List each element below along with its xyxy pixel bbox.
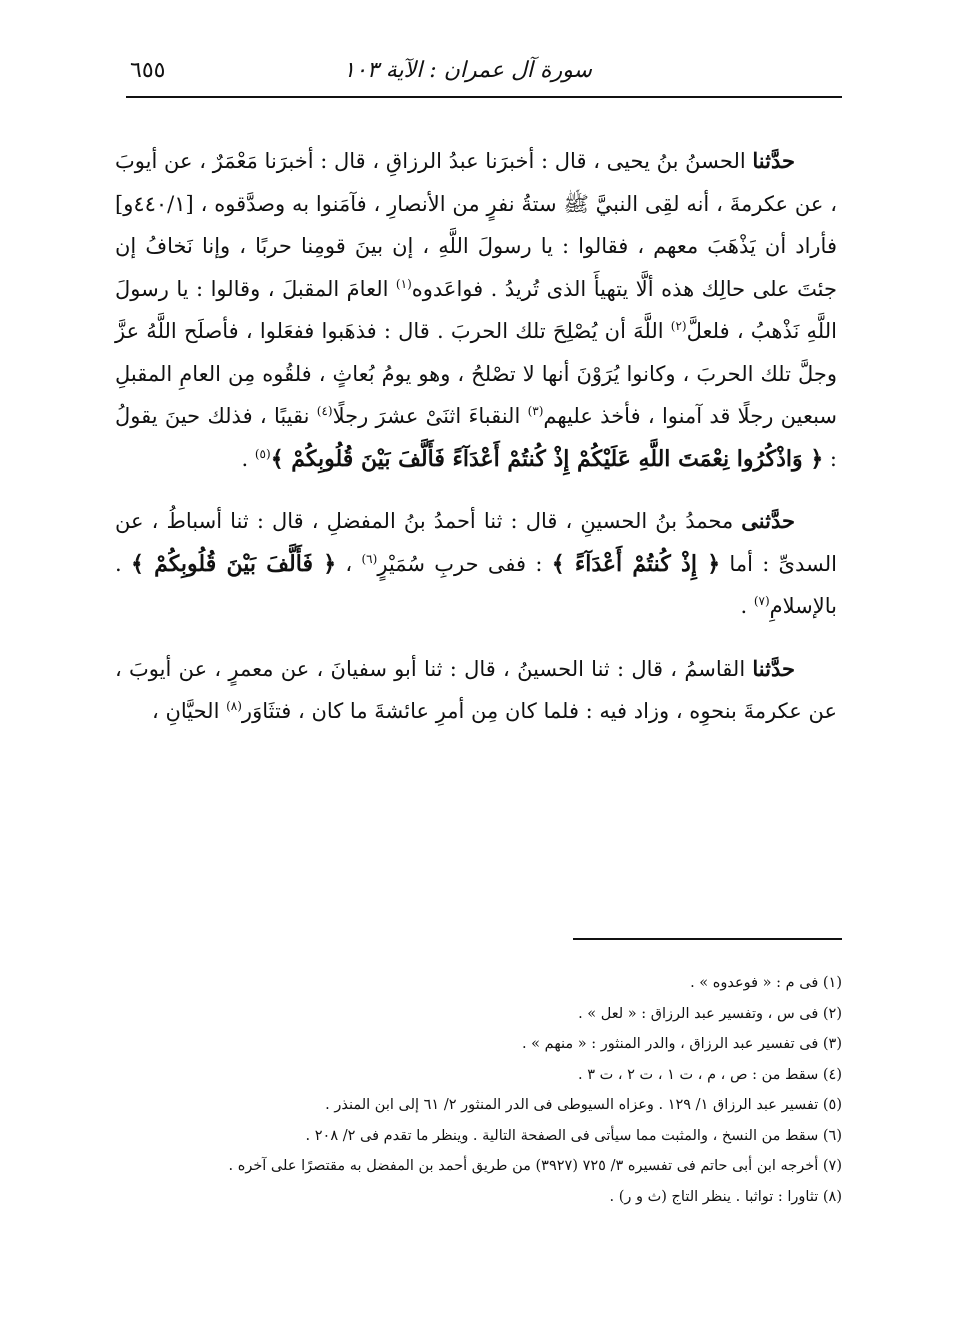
paragraph-1 bbox=[115, 140, 837, 480]
footnote-ref[interactable]: (٥) bbox=[254, 446, 271, 461]
footnote: (٦) سقط من النسخ ، والمثبت مما سيأتى فى الصفحة التالية . وينظر ما تقدم فى ٢/ ٢٠٨ . bbox=[305, 1127, 842, 1144]
paragraph-text: : ففى حربِ سُمَيْرٍ bbox=[377, 551, 552, 576]
paragraph-text: النقباءَ اثنَىْ عشرَ رجلًا bbox=[332, 404, 528, 428]
paragraph-text: . bbox=[241, 446, 255, 471]
main-text bbox=[115, 140, 837, 733]
running-header bbox=[130, 58, 842, 92]
quran-verse: ﴿ وَاذْكُرُوا نِعْمَتَ اللَّهِ عَلَيْكُمْ إِذْ كُنتُمْ أَعْدَآءً فَأَلَّفَ بَيْنَ قُلُوبِكُمْ ﴾ bbox=[270, 445, 824, 472]
footnotes bbox=[122, 968, 842, 1212]
paragraph-text: الحسنُ بنُ يحيى ، قال : أخبرَنا عبدُ الرزاقِ ، قال : أخبرَنا مَعْمَرٌ ، عن أيوبَ ، عن عكرمةَ ، أنه لقِى النبيَّ ﷺ ستةُ نفرٍ من الأنصارِ ، فآمَنوا به وصدَّقوه ، [٤٤٠/١و] فأراد أن يَذْهَبَ معهم ، فقالوا : يا رسولَ اللَّهِ ، إن بينَ قومِنا حربًا ، وإنا نَخافُ إن جئتَ على حالِك هذه ألَّا يتهيأَ الذى تُريدُ . فواعَدوه bbox=[115, 149, 838, 301]
header-rule bbox=[126, 96, 842, 98]
footnote: (٨) تثاورا : تواثبا . ينظر التاج (ث و ر) . bbox=[609, 1188, 842, 1205]
footnote: (٤) سقط من : ص ، م ، ت ١ ، ت ٢ ، ت ٣ . bbox=[577, 1066, 842, 1083]
paragraph-text: الحيَّانِ ، bbox=[152, 699, 227, 723]
page-number: ٦٥٥ bbox=[130, 58, 166, 83]
paragraph-lead: حدَّثنى bbox=[741, 508, 795, 533]
paragraph-text: . بالإسلامِ bbox=[115, 551, 837, 618]
paragraph-text: القاسمُ ، قال : ثنا الحسينُ ، قال : ثنا أبو سفيانَ ، عن معمرٍ ، عن أيوبَ ، عن عكرمةَ بنحوِه ، وزاد فيه : فلما كان مِن أمرِ عائشةَ ما كان ، فتثَاوَر bbox=[115, 656, 837, 723]
paragraph-text: محمدُ بنُ الحسينِ ، قال : ثنا أحمدُ بنُ المفضلِ ، قال : ثنا أسباطُ ، عن السدىِّ : أما bbox=[115, 509, 837, 576]
paragraph-lead: حدَّثنا bbox=[752, 148, 795, 173]
paragraph-text: العامَ المقبلَ ، وقالوا : يا رسولَ اللَّهِ نَذْهبُ ، فلعلَّ bbox=[115, 276, 837, 343]
footnote-ref[interactable]: (٢) bbox=[670, 319, 687, 333]
footnote: (٥) تفسير عبد الرزاق ١/ ١٢٩ . وعزاه السيوطى فى الدر المنثور ٢/ ٦١ إلى ابن المنذر . bbox=[325, 1097, 842, 1113]
quran-verse: ﴿ فَأَلَّفَ بَيْنَ قُلُوبِكُمْ ﴾ bbox=[130, 550, 337, 577]
footnote: (٧) أخرجه ابن أبى حاتم فى تفسيره ٣/ ٧٢٥ (٣٩٢٧) من طريق أحمد بن المفضل به مقتصرًا على آخره . bbox=[228, 1158, 842, 1174]
footnote-ref[interactable]: (١) bbox=[395, 276, 412, 291]
paragraph-text: اللَّهَ أن يُصْلِحَ تلك الحربَ . قال : فذهَبوا ففعَلوا ، فأصلَح اللَّهُ عزَّ وجلَّ تلك الحربَ ، وكانوا يُرَوْنَ أنها لا تصْلحُ ، وهو يومُ بُعاثٍ ، فلقُوه مِن العامِ المقبلِ سبعين رجلًا قد آمنوا ، فأخذ عليهم bbox=[115, 319, 838, 428]
header-title: سورة آل عمران : الآية ١٠٣ bbox=[343, 58, 592, 83]
footnote-ref[interactable]: (٤) bbox=[316, 404, 333, 418]
paragraph-text: نقيبًا ، فذلك حينَ يقولُ : bbox=[115, 404, 837, 471]
footnote-rule bbox=[573, 938, 842, 940]
quran-verse: ﴿ إِذْ كُنتُمْ أَعْدَآءً ﴾ bbox=[551, 550, 721, 577]
paragraph-lead: حدَّثنا bbox=[752, 655, 795, 681]
footnote: (١) فى م : « فوعدوه » . bbox=[690, 975, 842, 991]
footnote-ref[interactable]: (٧) bbox=[753, 594, 770, 608]
paragraph-3 bbox=[115, 648, 837, 733]
footnote-ref[interactable]: (٨) bbox=[226, 699, 242, 713]
paragraph-text: . bbox=[740, 594, 754, 618]
footnote: (٣) فى تفسير عبد الرزاق ، والدر المنثور : « منهم » . bbox=[521, 1036, 842, 1052]
footnote-ref[interactable]: (٣) bbox=[527, 404, 544, 418]
paragraph-2 bbox=[115, 500, 837, 628]
paragraph-text: ، bbox=[336, 551, 362, 576]
footnote: (٢) فى س ، وتفسير عبد الرزاق : « لعل » . bbox=[578, 1005, 842, 1022]
footnote-ref[interactable]: (٦) bbox=[361, 551, 378, 566]
